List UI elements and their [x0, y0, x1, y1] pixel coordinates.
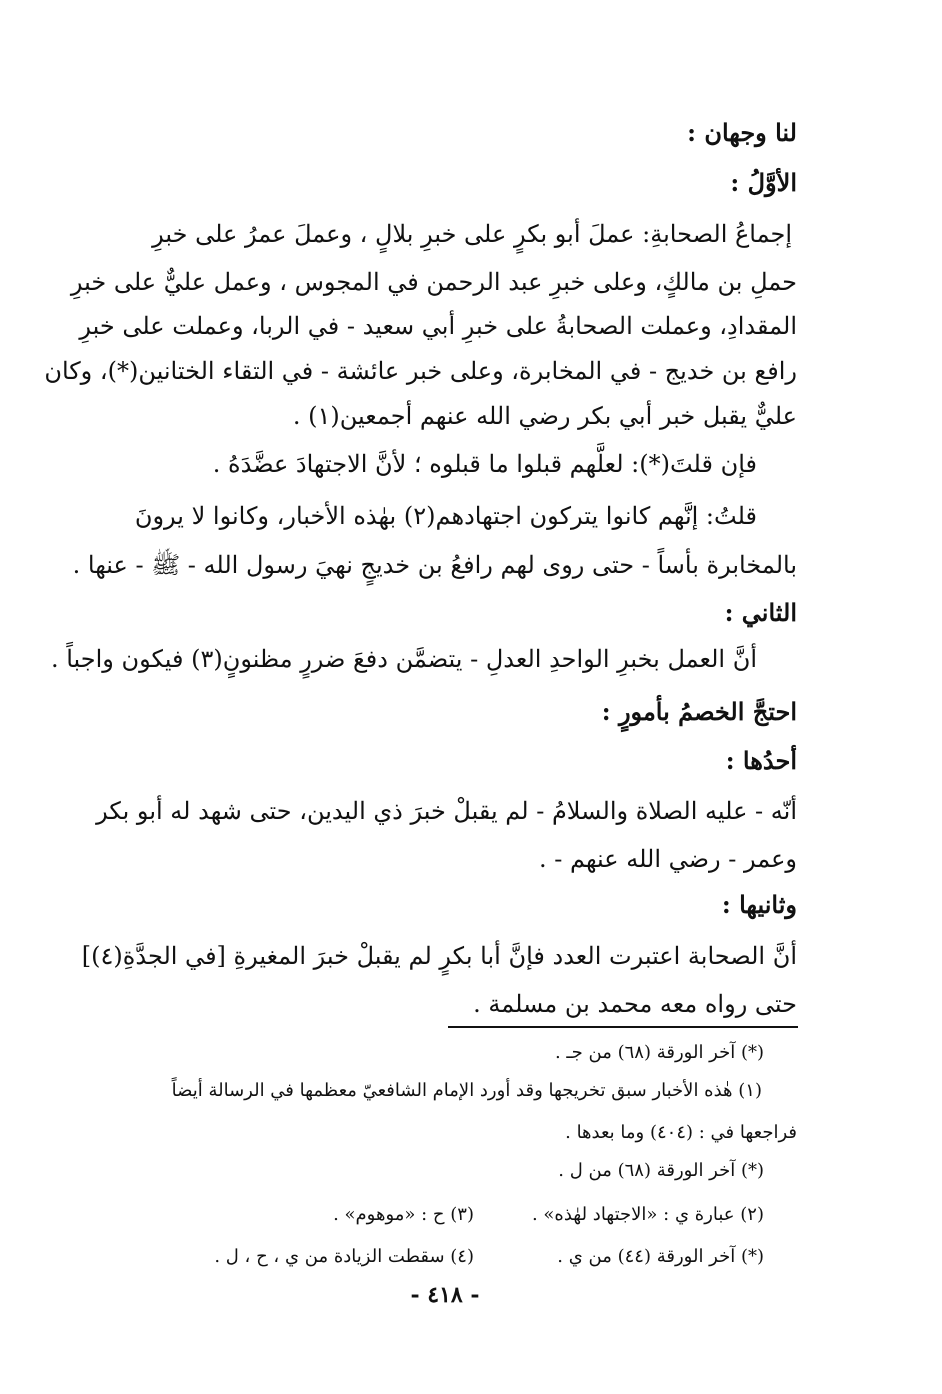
para3-line1: قلتُ: إنَّهم كانوا يتركون اجتهادهم(٢) بهٰذه الأخبار، وكانوا لا يرونَ — [134, 502, 757, 530]
footnote-1: (*) آخر الورقة (٦٨) من جـ . — [554, 1042, 764, 1063]
heading-first: الأوَّلُ : — [730, 168, 797, 197]
footnote-5: (٣) ح : «موهوم» . — [333, 1204, 474, 1225]
footnote-6: (*) آخر الورقة (٤٤) من ي . — [557, 1246, 764, 1267]
heading-two-aspects: لنا وجهان : — [687, 118, 797, 147]
footnote-4: (٢) عبارة ي : «الاجتهاد لهٰذه» . — [531, 1204, 764, 1225]
para1-line4: رافع بن خديج - في المخابرة، وعلى خبر عائشة - في التقاء الختانين(*)، وكان — [44, 357, 797, 385]
heading-one: أحدُها : — [725, 746, 797, 775]
para3-line2: بالمخابرة بأساً - حتى روى لهم رافعُ بن خديجٍ نهيَ رسول الله - ﷺ - عنها . — [72, 551, 797, 579]
para6-line1: أنَّ الصحابة اعتبرت العدد فإنَّ أبا بكرٍ لم يقبلْ خبرَ المغيرةِ [في الجدَّةِ(٤)] — [81, 942, 797, 970]
page-number: - ٤١٨ - — [410, 1282, 480, 1308]
heading-second: الثاني : — [724, 598, 797, 627]
footnote-separator — [448, 1026, 798, 1028]
footnote-2-line2: فراجعها في : (٤٠٤) وما بعدها . — [565, 1122, 797, 1143]
para5-line2: وعمر - رضي الله عنهم - . — [538, 845, 797, 873]
para1-line5: عليٌّ يقبل خبر أبي بكر رضي الله عنهم أجمعين(١) . — [292, 402, 797, 430]
footnote-7: (٤) سقطت الزيادة من ي ، ح ، ل . — [214, 1246, 474, 1267]
footnote-2-line1: (١) هٰذه الأخبار سبق تخريجها وقد أورد الإمام الشافعيّ معظمها في الرسالة أيضاً — [171, 1080, 762, 1101]
para1-line3: المقدادِ، وعملت الصحابةُ على خبرِ أبي سعيد - في الربا، وعملت على خبرِ — [79, 312, 797, 340]
para2-objection: فإن قلتَ(*): لعلَّهم قبلوا ما قبلوه ؛ لأنَّ الاجتهادَ عضَّدَهُ . — [212, 450, 757, 478]
para6-line2: حتى رواه معه محمد بن مسلمة . — [473, 990, 797, 1018]
para5-line1: أنّه - عليه الصلاة والسلامُ - لم يقبلْ خبرَ ذي اليدين، حتى شهد له أبو بكر — [96, 797, 797, 825]
footnote-3: (*) آخر الورقة (٦٨) من ل . — [558, 1160, 764, 1181]
para1-line1: إجماعُ الصحابةِ: عملَ أبو بكرٍ على خبرِ بلالٍ ، وعملَ عمرُ على خبرِ — [152, 220, 792, 248]
para4: أنَّ العمل بخبرِ الواحدِ العدلِ - يتضمَّن دفعَ ضررٍ مظنونٍ(٣) فيكون واجباً . — [50, 645, 757, 673]
para1-line2: حملِ بن مالكٍ، وعلى خبرِ عبد الرحمن في المجوس ، وعمل عليٌّ على خبرِ — [70, 268, 797, 296]
heading-opponent: احتجَّ الخصمُ بأمورٍ : — [601, 697, 797, 726]
heading-two: وثانيها : — [721, 890, 797, 919]
